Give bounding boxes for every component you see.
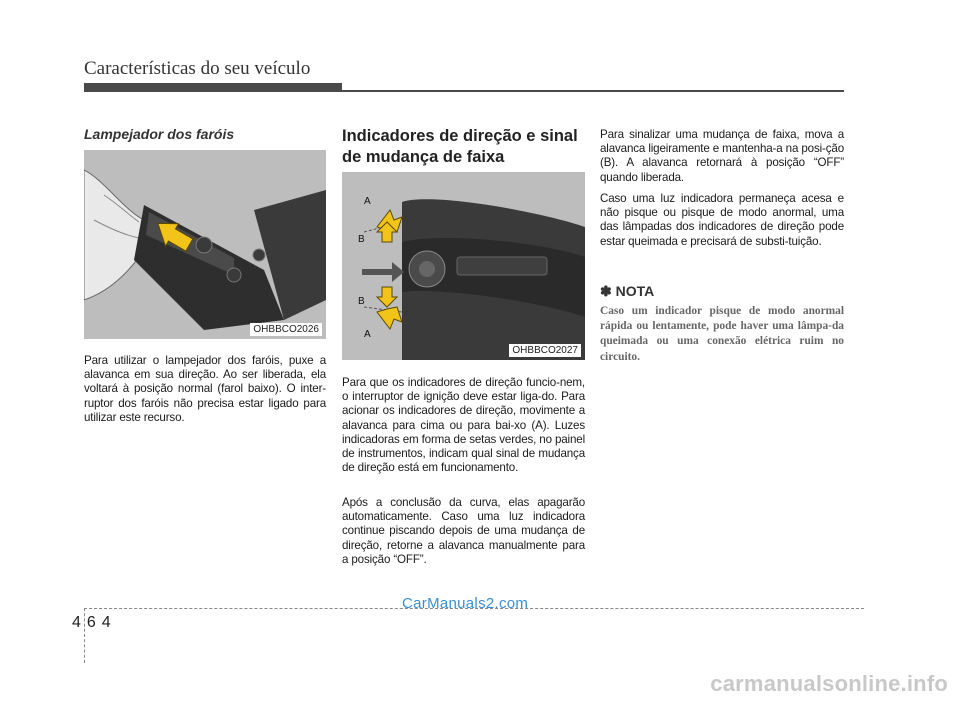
section-title-flash: Lampejador dos faróis bbox=[84, 126, 235, 142]
note-text: Caso um indicador pisque de modo anormal rápida ou lentamente, pode haver uma lâmpa-da queimada ou uma conexão elétrica ruim no circuito. bbox=[600, 305, 844, 363]
page-number-value: 64 bbox=[86, 614, 117, 631]
paragraph-turn-signals-1: Para que os indicadores de direção funcio-nem, o interruptor de ignição deve estar liga-do. Para acionar os indicadores de direção, movimente a alavanca para cima ou para bai-xo (A). Luzes indicadoras em forma de setas verdes, no painel de instrumentos, indicam qual sinal de mudança de direção está em funcionamento. bbox=[342, 376, 585, 475]
headlight-flasher-illustration bbox=[84, 150, 326, 339]
note-symbol: ✽ bbox=[600, 283, 612, 299]
watermark-carmanualsonline-link[interactable]: carmanualsonline.info bbox=[710, 671, 948, 696]
label-b-top: B bbox=[358, 234, 365, 245]
turn-signal-illustration bbox=[342, 172, 585, 360]
header-bar-thick bbox=[84, 83, 342, 92]
header-bar-thin bbox=[342, 90, 844, 92]
image-code-label: OHBBCO2026 bbox=[250, 323, 322, 336]
section-title-turn-signals: Indicadores de direção e sinal de mudança de faixa bbox=[342, 127, 578, 166]
footer-dashed-line bbox=[84, 608, 864, 609]
paragraph-lane-change: Para sinalizar uma mudança de faixa, mova a alavanca ligeiramente e mantenha-a na posi-ção (B). A alavanca retornará à posição “OFF” quando liberada. bbox=[600, 128, 844, 184]
page-number bbox=[72, 614, 117, 632]
paragraph-lamp-failure: Caso uma luz indicadora permaneça acesa e não pisque ou pisque de modo anormal, uma das lâmpadas dos indicadores de direção pode estar queimada e precisará de substi-tuição. bbox=[600, 192, 844, 248]
photo-headlight-flasher bbox=[84, 150, 326, 339]
page-header-title: Características do seu veículo bbox=[84, 58, 311, 79]
photo-turn-signal-lever bbox=[342, 172, 585, 360]
label-b-bottom: B bbox=[358, 296, 365, 307]
paragraph-turn-signals-2: Após a conclusão da curva, elas apagarão automaticamente. Caso uma luz indicadora continue piscando depois de uma mudança de direção, retorne a alavanca manualmente para a posição “OFF”. bbox=[342, 496, 585, 566]
paragraph-flash: Para utilizar o lampejador dos faróis, puxe a alavanca em sua direção. Ao ser liberada, ela voltará à posição normal (farol baixo). O inter-ruptor dos faróis não precisa estar ligado para utilizar este recurso. bbox=[84, 354, 326, 424]
note-title: NOTA bbox=[615, 283, 655, 299]
note-heading bbox=[600, 283, 654, 300]
label-a-top: A bbox=[364, 196, 371, 207]
image-code-label: OHBBCO2027 bbox=[509, 344, 581, 357]
page-section-number: 4 bbox=[72, 614, 87, 631]
watermark-carmanuals2-link[interactable]: CarManuals2.com bbox=[402, 595, 529, 612]
label-a-bottom: A bbox=[364, 329, 371, 340]
